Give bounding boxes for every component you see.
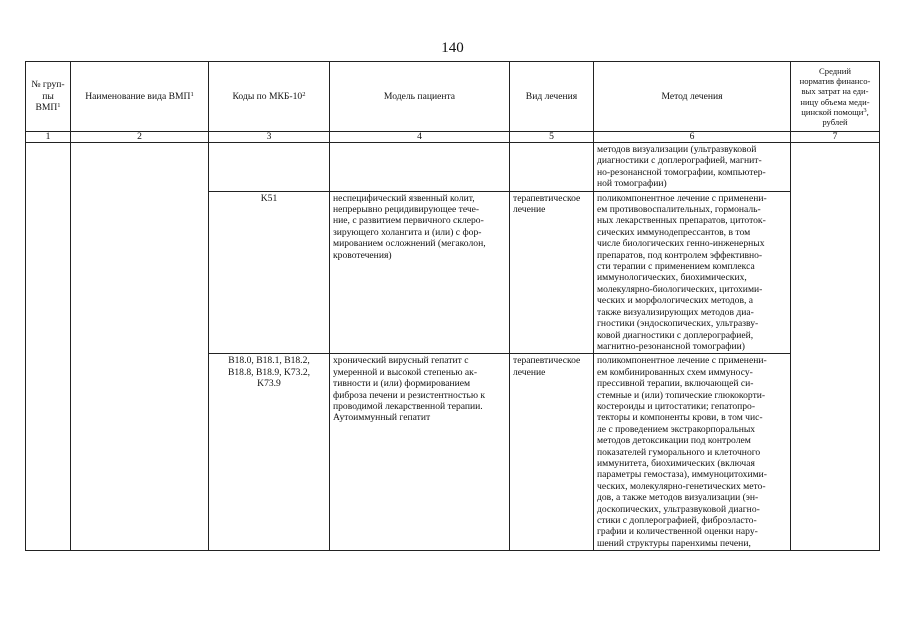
page-number: 140 [441, 40, 464, 56]
header-treatment-type: Вид лечения [510, 62, 594, 132]
group-number-cell [26, 143, 71, 551]
header-icd-codes: Коды по МКБ-$10^2$ [209, 62, 330, 132]
table-header-row [26, 62, 880, 132]
column-number: 2 [71, 132, 209, 143]
average-cost-cell [791, 143, 880, 551]
icd-codes-cell: K51 [209, 191, 330, 354]
header-group-number: № груп- пы ВМП$^1$ [26, 62, 71, 132]
column-number-row [26, 132, 880, 143]
column-number: 1 [26, 132, 71, 143]
patient-model-cell: хронический вирусный гепатит с умеренной и высокой степенью ак- тивности и (или) формированием фиброза печени и резистентностью к проводимой лекарственной терапии. Аутоиммунный гепатит [330, 354, 510, 551]
header-average-cost: Средний норматив финансо- вых затрат на еди- ницу объема меди- цинской помощи$^3$, рублей [791, 62, 880, 132]
header-treatment-method: Метод лечения [594, 62, 791, 132]
header-patient-model: Модель пациента [330, 62, 510, 132]
icd-codes-cell: B18.0, B18.1, B18.2, B18.8, B18.9, K73.2, K73.9 [209, 354, 330, 551]
column-number: 6 [594, 132, 791, 143]
patient-model-cell: неспецифический язвенный колит, непрерывно рецидивирующее тече- ние, с развитием первичного склеро- зирующего холангита и (или) с фор- мированием осложнений (мегаколон, кровотечения) [330, 191, 510, 354]
patient-model-cell [330, 143, 510, 192]
column-number: 5 [510, 132, 594, 143]
column-number: 7 [791, 132, 880, 143]
column-number: 4 [330, 132, 510, 143]
treatment-method-cell: поликомпонентное лечение с применени- ем комбинированных схем иммуносу- прессивной терапии, включающей си- стемные и (или) топические глюкокорти- костероиды и цитостатики; гепатопро- текторы и компоненты крови, в том чис- ле с проведением экстракорпоральных методов детоксикации под контролем показателей гуморального и клеточного иммунитета, биохимических (включая параметры гемостаза), иммуноцитохими- ческих, молекулярно-генетических мето- дов, а также методов визуализации (эн- доскопических, ультразвуковой диагно- стики с доплерографией, фиброэласто- графии и количественной оценки нару- шений структуры паренхимы печени, [594, 354, 791, 551]
treatment-method-cell: поликомпонентное лечение с применени- ем противовоспалительных, гормональ- ных лекарственных препаратов, цитоток- сических иммунодепрессантов, в том числе биологических генно-инженерных препаратов, под контролем эффективно- сти терапии с применением комплекса иммунологических, биохимических, молекулярно-биологических, цитохими- ческих и морфологических методов, а также визуализирующих методов диа- гностики (эндоскопических, ультразву- ковой диагностики с доплерографией, магнитно-резонансной томографии) [594, 191, 791, 354]
treatment-type-cell [510, 143, 594, 192]
table-row [26, 143, 880, 192]
icd-codes-cell [209, 143, 330, 192]
vmp-table [25, 61, 880, 551]
column-number: 3 [209, 132, 330, 143]
treatment-method-cell: методов визуализации (ультразвуковой диагностики с доплерографией, магнит- но-резонансной томографии, компьютер- ной томографии) [594, 143, 791, 192]
header-vmp-name: Наименование вида ВМП$^1$ [71, 62, 209, 132]
vmp-name-cell [71, 143, 209, 551]
treatment-type-cell: терапевтическое лечение [510, 354, 594, 551]
treatment-type-cell: терапевтическое лечение [510, 191, 594, 354]
